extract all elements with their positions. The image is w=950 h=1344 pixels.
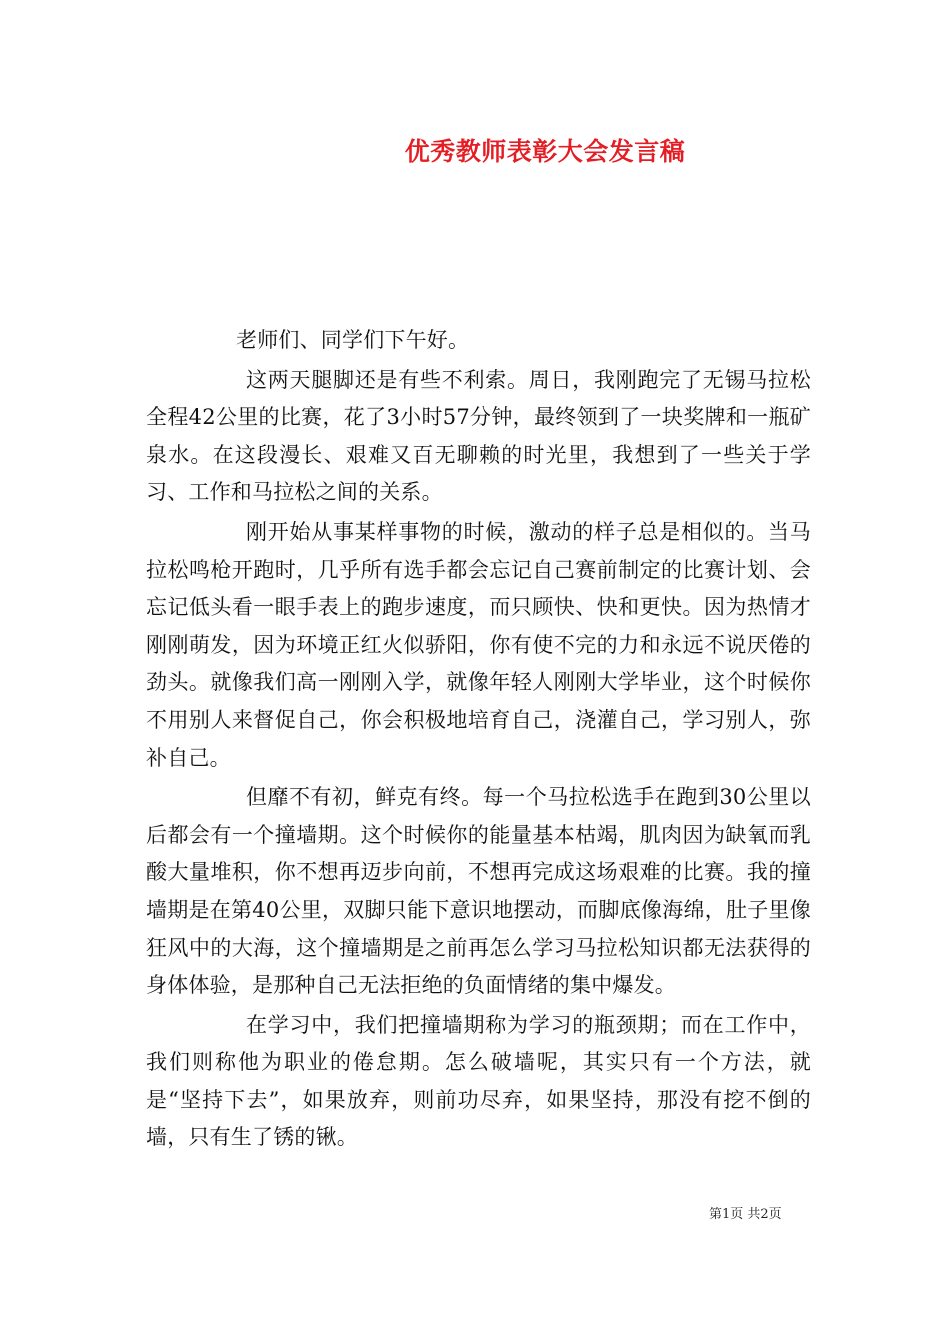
paragraph-marathon-intro: 这两天腿脚还是有些不利索。周日，我刚跑完了无锡马拉松全程42公里的比赛，花了3小时57分钟，最终领到了一块奖牌和一瓶矿泉水。在这段漫长、艰难又百无聊赖的时光里，我想到了一些关于学习、工作和马拉松之间的关系。 (146, 367, 811, 505)
document-title: 优秀教师表彰大会发言稿 (404, 137, 686, 166)
page-number-footer: 第1页 共2页 (709, 1207, 782, 1222)
paragraph-beginning: 刚开始从事某样事物的时候，激动的样子总是相似的。当马拉松鸣枪开跑时，几乎所有选手都会忘记自己赛前制定的比赛计划、会忘记低头看一眼手表上的跑步速度，而只顾快、快和更快。因为热情才刚刚萌发，因为环境正红火似骄阳，你有使不完的力和永远不说厌倦的劲头。就像我们高一刚刚入学，就像年轻人刚刚大学毕业，这个时候你不用别人来督促自己，你会积极地培育自己，浇灌自己，学习别人，弥补自己。 (146, 519, 811, 770)
paragraph-hitting-the-wall: 但靡不有初，鲜克有终。每一个马拉松选手在跑到30公里以后都会有一个撞墙期。这个时候你的能量基本枯竭，肌肉因为缺氧而乳酸大量堆积，你不想再迈步向前，不想再完成这场艰难的比赛。我的撞墙期是在第40公里，双脚只能下意识地摆动，而脚底像海绵，肚子里像狂风中的大海，这个撞墙期是之前再怎么学习马拉松知识都无法获得的身体体验，是那种自己无法拒绝的负面情绪的集中爆发。 (146, 785, 811, 998)
document-body (146, 322, 811, 1157)
paragraph-persistence: 在学习中，我们把撞墙期称为学习的瓶颈期；而在工作中，我们则称他为职业的倦怠期。怎么破墙呢，其实只有一个方法，就是“坚持下去”，如果放弃，则前功尽弃，如果坚持，那没有挖不倒的墙，只有生了锈的锹。 (146, 1012, 811, 1150)
paragraph-greeting: 老师们、同学们下午好。 (236, 328, 470, 352)
